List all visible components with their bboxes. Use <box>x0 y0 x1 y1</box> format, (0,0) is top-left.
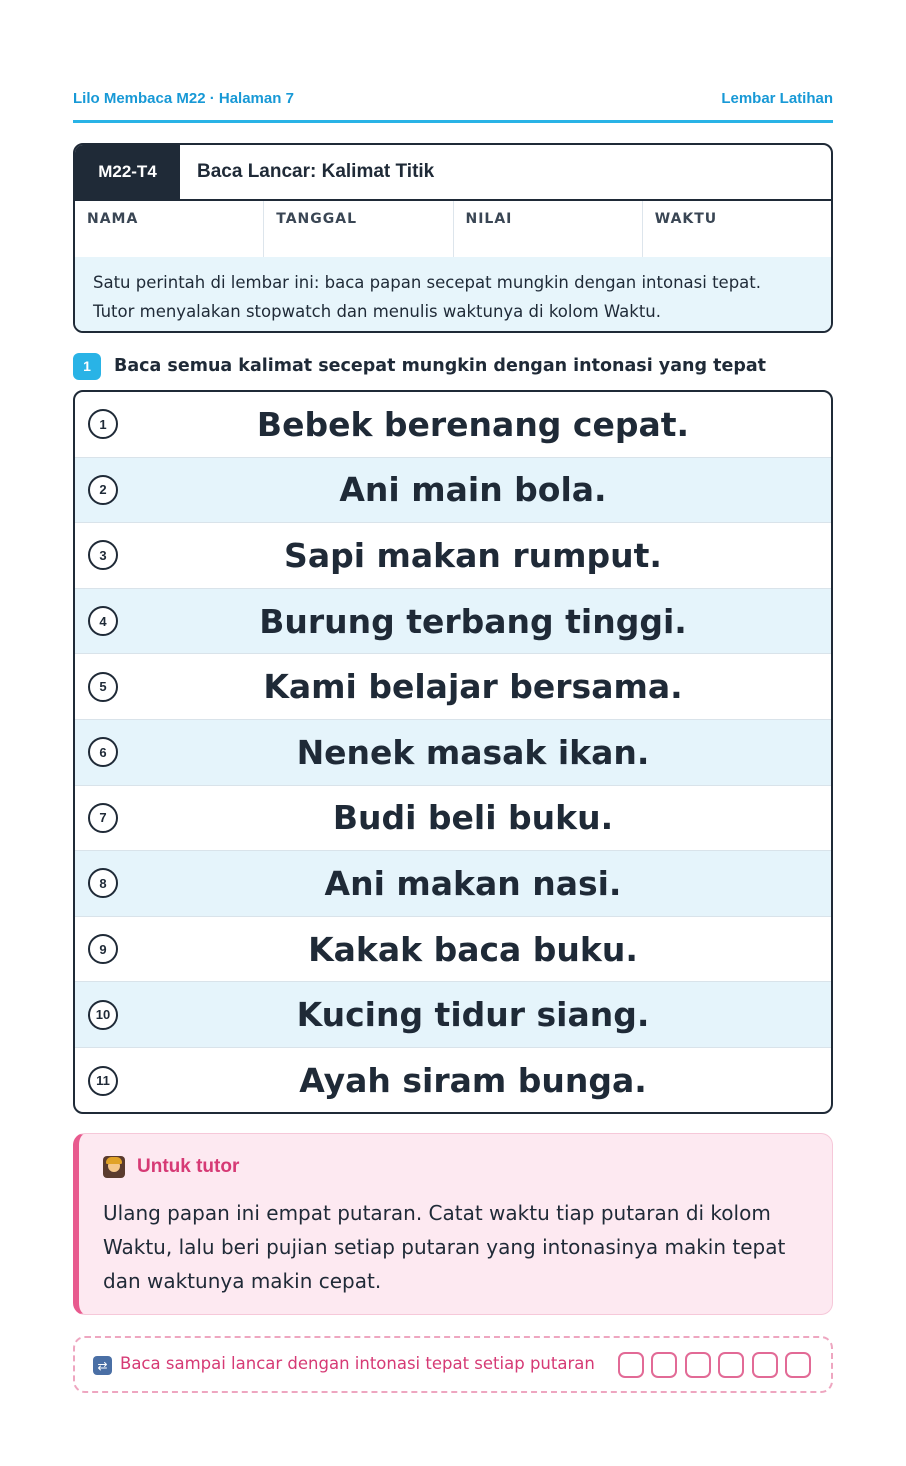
field-tanggal[interactable]: TANGGAL <box>264 201 453 257</box>
sentence-number: 5 <box>88 672 118 702</box>
sentence-list <box>73 390 833 1114</box>
repeat-icon: ⇄ <box>93 1356 112 1375</box>
sentence-number: 10 <box>88 1000 118 1030</box>
tutor-note-body <box>103 1196 818 1298</box>
instruction-box <box>75 257 831 333</box>
sentence-number: 4 <box>88 606 118 636</box>
tutor-note-line: dan waktunya makin cepat. <box>103 1269 382 1293</box>
sentence-text: Bebek berenang cepat. <box>256 404 690 444</box>
task-card <box>73 143 833 333</box>
field-nilai[interactable]: NILAI <box>454 201 643 257</box>
sheet-type: Lembar Latihan <box>721 90 833 107</box>
sentence-number: 3 <box>88 540 118 570</box>
sentence-text: Nenek masak ikan. <box>296 732 650 772</box>
sentence-number: 1 <box>88 409 118 439</box>
field-waktu[interactable]: WAKTU <box>654 211 718 227</box>
task-title: Baca Lancar: Kalimat Titik <box>197 161 435 182</box>
sentence-number: 9 <box>88 934 118 964</box>
sentence-number: 2 <box>88 475 118 505</box>
instruction-line: Satu perintah di lembar ini: baca papan secepat mungkin dengan intonasi tepat. <box>93 273 761 292</box>
sentence-text: Sapi makan rumput. <box>284 535 662 575</box>
sentence-row <box>75 458 831 524</box>
sentence-row <box>75 720 831 786</box>
sentence-text: Kakak baca buku. <box>308 929 638 969</box>
sentence-text: Ani makan nasi. <box>324 863 622 903</box>
round-checkboxes <box>610 1352 811 1378</box>
sentence-number: 6 <box>88 737 118 767</box>
field-nama[interactable]: NAMA <box>75 201 264 257</box>
sentence-number: 8 <box>88 868 118 898</box>
instruction-line: Tutor menyalakan stopwatch dan menulis waktunya di kolom Waktu. <box>93 302 662 321</box>
sentence-text: Ani main bola. <box>339 470 607 510</box>
task-code: M22-T4 <box>75 145 180 199</box>
section-number-badge: 1 <box>73 353 101 380</box>
tutor-note-line: Waktu, lalu beri pujian setiap putaran yang intonasinya makin tepat <box>103 1235 786 1259</box>
sentence-row <box>75 851 831 917</box>
sentence-row <box>75 786 831 852</box>
sentence-row <box>75 1048 831 1114</box>
section-title: Baca semua kalimat secepat mungkin dengan intonasi yang tepat <box>114 356 767 376</box>
round-checkbox[interactable] <box>618 1352 644 1378</box>
tutor-note-line: Ulang papan ini empat putaran. Catat waktu tiap putaran di kolom <box>103 1201 771 1225</box>
sentence-row <box>75 917 831 983</box>
round-checkbox[interactable] <box>718 1352 744 1378</box>
round-checkbox[interactable] <box>752 1352 778 1378</box>
info-fields <box>75 199 831 257</box>
sentence-number: 7 <box>88 803 118 833</box>
tutor-note-label: Untuk tutor <box>137 1156 240 1177</box>
book-title: Lilo Membaca M22 · Halaman 7 <box>73 90 294 107</box>
round-tracker-text: Baca sampai lancar dengan intonasi tepat setiap putaran <box>120 1354 595 1373</box>
sentence-number: 11 <box>88 1066 118 1096</box>
tutor-note <box>73 1133 833 1315</box>
round-checkbox[interactable] <box>651 1352 677 1378</box>
round-tracker <box>73 1336 833 1393</box>
round-checkbox[interactable] <box>685 1352 711 1378</box>
page-header <box>73 88 833 123</box>
sentence-row <box>75 589 831 655</box>
round-checkbox[interactable] <box>785 1352 811 1378</box>
teacher-icon <box>103 1156 125 1178</box>
section-heading <box>73 352 766 380</box>
sentence-row <box>75 392 831 458</box>
tutor-note-header <box>103 1156 239 1178</box>
sentence-text: Burung terbang tinggi. <box>259 601 687 641</box>
sentence-text: Ayah siram bunga. <box>299 1061 647 1101</box>
sentence-text: Kami belajar bersama. <box>263 667 683 707</box>
sentence-text: Kucing tidur siang. <box>296 995 650 1035</box>
sentence-row <box>75 982 831 1048</box>
sentence-row <box>75 523 831 589</box>
sentence-row <box>75 654 831 720</box>
sentence-text: Budi beli buku. <box>332 798 614 838</box>
